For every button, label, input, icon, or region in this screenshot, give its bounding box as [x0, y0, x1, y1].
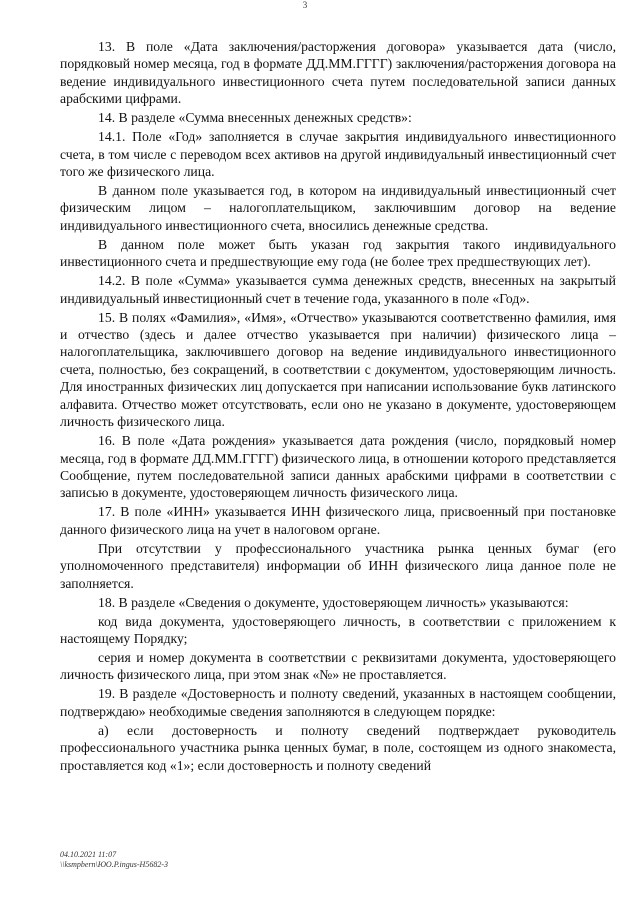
- document-body: [60, 38, 616, 776]
- paragraph-18-b: серия и номер документа в соответствии с реквизитами документа, удостоверяющего личность физического лица, при этом знак «№» не проставляется.: [60, 649, 616, 683]
- footer-timestamp: 04.10.2021 11:07: [60, 850, 117, 859]
- file-stamp-footer: [60, 850, 168, 869]
- paragraph-18-a: код вида документа, удостоверяющего личность, в соответствии с приложением к настоящему Порядку;: [60, 613, 616, 646]
- page-number: 3: [302, 0, 308, 10]
- paragraph-17-a: При отсутствии у профессионального участника рынка ценных бумаг (его уполномоченного представителя) информации об ИНН физического лица данное поле не заполняется.: [60, 540, 616, 591]
- paragraph-16: 16. В поле «Дата рождения» указывается дата рождения (число, порядковый номер месяца, год в формате ДД.ММ.ГГГГ) физического лица, в отношении которого представляется Сообщение, путем последовательной записи данных арабскими цифрами в соответствии с записью в документе, удостоверяющем личность физического лица.: [60, 433, 616, 501]
- paragraph-14-1-b: В данном поле может быть указан год закрытия такого индивидуального инвестиционного счета и предшествующие ему года (не более трех предшествующих лет).: [60, 236, 616, 270]
- paragraph-14: 14. В разделе «Сумма внесенных денежных средств»:: [98, 110, 412, 126]
- paragraph-19-a: а) если достоверность и полноту сведений подтверждает руководитель профессионального участника рынка ценных бумаг, в поле, состоящем из одного знакоместа, проставляется код «1»; если достоверность и полноту сведений: [60, 722, 616, 773]
- paragraph-18: 18. В разделе «Сведения о документе, удостоверяющем личность» указываются:: [98, 594, 569, 610]
- paragraph-14-1-a: В данном поле указывается год, в котором на индивидуальный инвестиционный счет физическим лицом – налогоплательщиком, заключившим договор на ведение индивидуального инвестиционного счета, вносились денежные средства.: [60, 183, 616, 233]
- footer-file-path: \\ksmpbern\ЮО.P.ingus-Н5682-3: [60, 859, 168, 869]
- paragraph-14-2: 14.2. В поле «Сумма» указывается сумма денежных средств, внесенных на закрытый индивидуальный инвестиционный счет в течение года, указанного в поле «Год».: [60, 273, 616, 306]
- paragraph-17: 17. В поле «ИНН» указывается ИНН физического лица, присвоенный при постановке данного физического лица на учет в налоговом органе.: [60, 504, 616, 537]
- paragraph-15: 15. В полях «Фамилия», «Имя», «Отчество» указываются соответственно фамилия, имя и отчество (здесь и далее отчество указывается при наличии) физического лица – налогоплательщика, заключившего договор на ведение индивидуального инвестиционного счета, полностью, без сокращений, в соответствии с документом, удостоверяющим личность. Для иностранных физических лиц допускается при написании использование букв латинского алфавита. Отчество может отсутствовать, если оно не указано в документе, удостоверяющем личность физического лица.: [60, 309, 616, 430]
- paragraph-19: 19. В разделе «Достоверность и полноту сведений, указанных в настоящем сообщении, подтверждаю» необходимые сведения заполняются в следующем порядке:: [60, 686, 616, 719]
- paragraph-13: 13. В поле «Дата заключения/расторжения договора» указывается дата (число, порядковый номер месяца, год в формате ДД.ММ.ГГГГ) заключения/расторжения договора на ведение индивидуального инвестиционного счета путем последовательной записи данных арабскими цифрами.: [60, 39, 616, 107]
- paragraph-14-1: 14.1. Поле «Год» заполняется в случае закрытия индивидуального инвестиционного счета, в том числе с переводом всех активов на другой индивидуальный инвестиционный счет того же физического лица.: [60, 129, 616, 180]
